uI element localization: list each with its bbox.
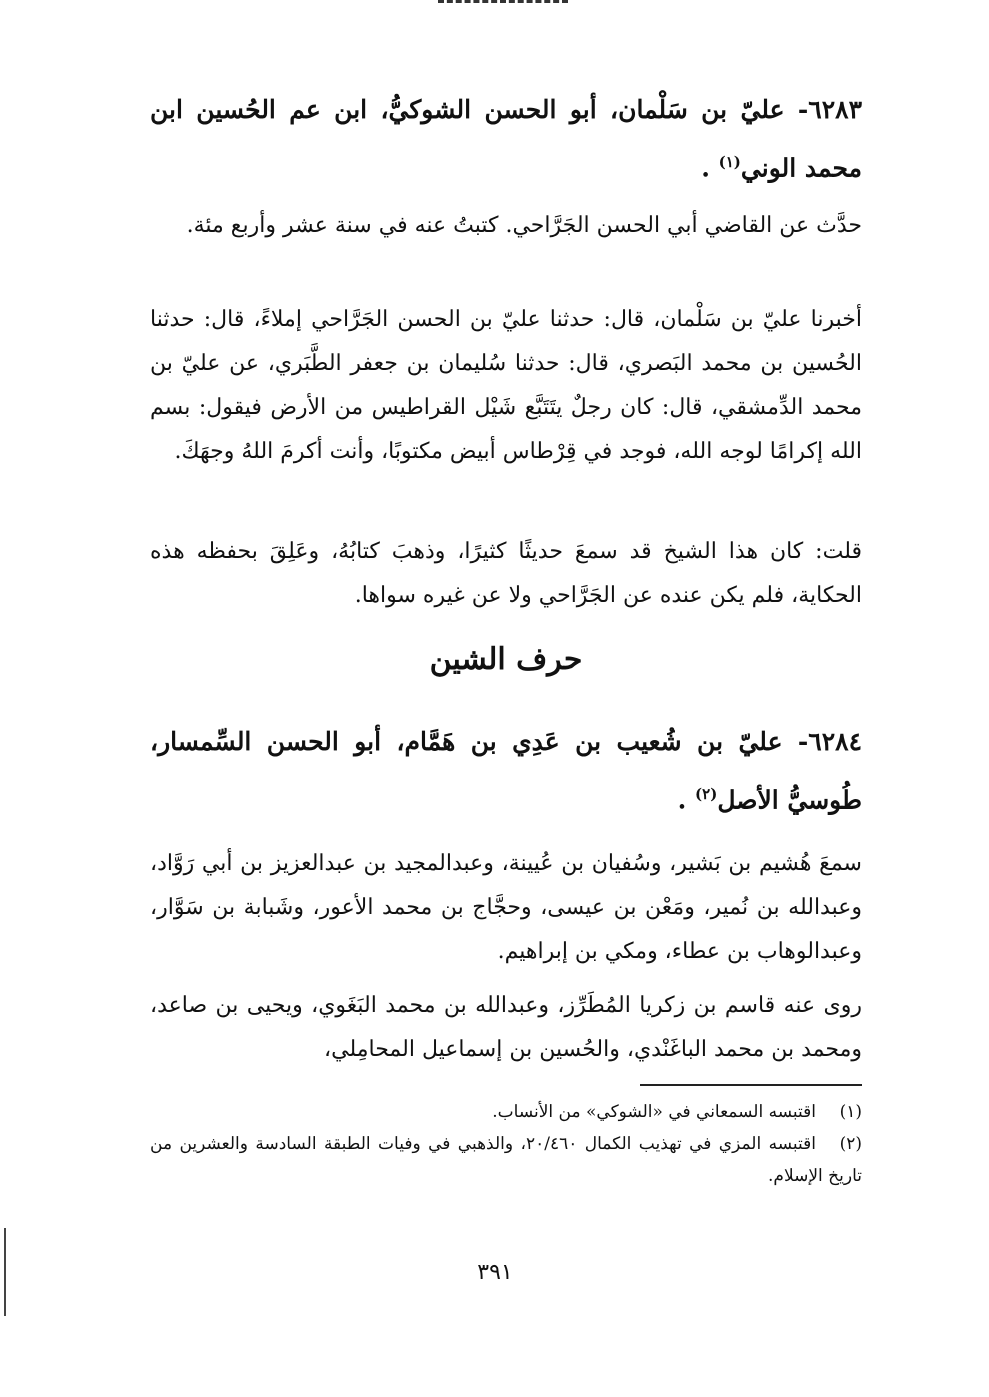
entry-6283-title-end: . <box>701 153 719 183</box>
footnote-2-text: اقتبسه المزي في تهذيب الكمال ٢٠/٤٦٠، والذهبي في وفيات الطبقة السادسة والعشرين من تاريخ الإسلام. <box>150 1134 862 1186</box>
entry-6283-hadith: أخبرنا عليّ بن سَلْمان، قال: حدثنا عليّ بن الحسن الجَرَّاحي إملاءً، قال: حدثنا الحُسين بن محمد البَصري، قال: حدثنا سُليمان بن جعفر الطَّبَري، عن عليّ بن محمد الدِّمشقي، قال: كان رجلٌ يتَتَبَّع شَيْل القراطيس من الأرض فيقول: بسم الله إكرامًا لوجه الله، فوجد في قِرْطاس أبيض مكتوبًا، وأنت أكرمَ اللهُ وجهَكَ. <box>150 307 862 464</box>
footnote-2-number: (٢) <box>839 1134 862 1154</box>
footnote-1-text: اقتبسه السمعاني في «الشوكي» من الأنساب. <box>492 1102 816 1122</box>
page-number: ٣٩١ <box>477 1260 513 1285</box>
top-rule <box>438 0 568 7</box>
entry-6283-comment: قلت: كان هذا الشيخ قد سمعَ حديثًا كثيرًا، وذهبَ كتابُهُ، وعَلِقَ بحفظه هذه الحكاية، فلم يكن عنده عن الجَرَّاحي ولا عن غيره سواها. <box>150 539 862 608</box>
footnote-ref-2: (٢) <box>695 785 718 803</box>
entry-6283-title-text: ٦٢٨٣- عليّ بن سَلْمان، أبو الحسن الشوكيُّ، ابن عم الحُسين ابن محمد الوني <box>150 95 862 183</box>
entry-6284-title-end: . <box>677 785 696 815</box>
footnote-1 <box>150 1096 862 1128</box>
entry-6284-title <box>150 716 862 826</box>
entry-6284-students: روى عنه قاسم بن زكريا المُطَرِّز، وعبدالله بن محمد البَغَوي، ويحيى بن صاعد، ومحمد بن محمد الباغَنْدي، والحُسين بن إسماعيل المحامِلي، <box>150 993 862 1062</box>
scan-edge-mark <box>4 1228 6 1316</box>
entry-6283-title <box>150 84 862 194</box>
footnote-1-number: (١) <box>839 1102 862 1122</box>
footnote-2 <box>150 1128 862 1192</box>
section-heading: حرف الشين <box>429 642 583 677</box>
entry-6284-teachers: سمعَ هُشيم بن بَشير، وسُفيان بن عُيينة، وعبدالمجيد بن عبدالعزيز بن أبي رَوَّاد، وعبدالله بن نُمير، ومَعْن بن عيسى، وحجَّاج بن محمد الأعور، وشَبابة بن سَوَّار، وعبدالوهاب بن عطاء، ومكي بن إبراهيم. <box>150 851 862 964</box>
entry-6283-narration: حدَّث عن القاضي أبي الحسن الجَرَّاحي. كتبتُ عنه في سنة عشر وأربع مئة. <box>186 213 862 238</box>
footnote-separator <box>640 1084 862 1086</box>
footnote-ref-1: (١) <box>718 153 741 171</box>
entry-6284-title-text: ٦٢٨٤- عليّ بن شُعيب بن عَدِي بن هَمَّام، أبو الحسن السِّمسار، طُوسيُّ الأصل <box>150 727 862 815</box>
